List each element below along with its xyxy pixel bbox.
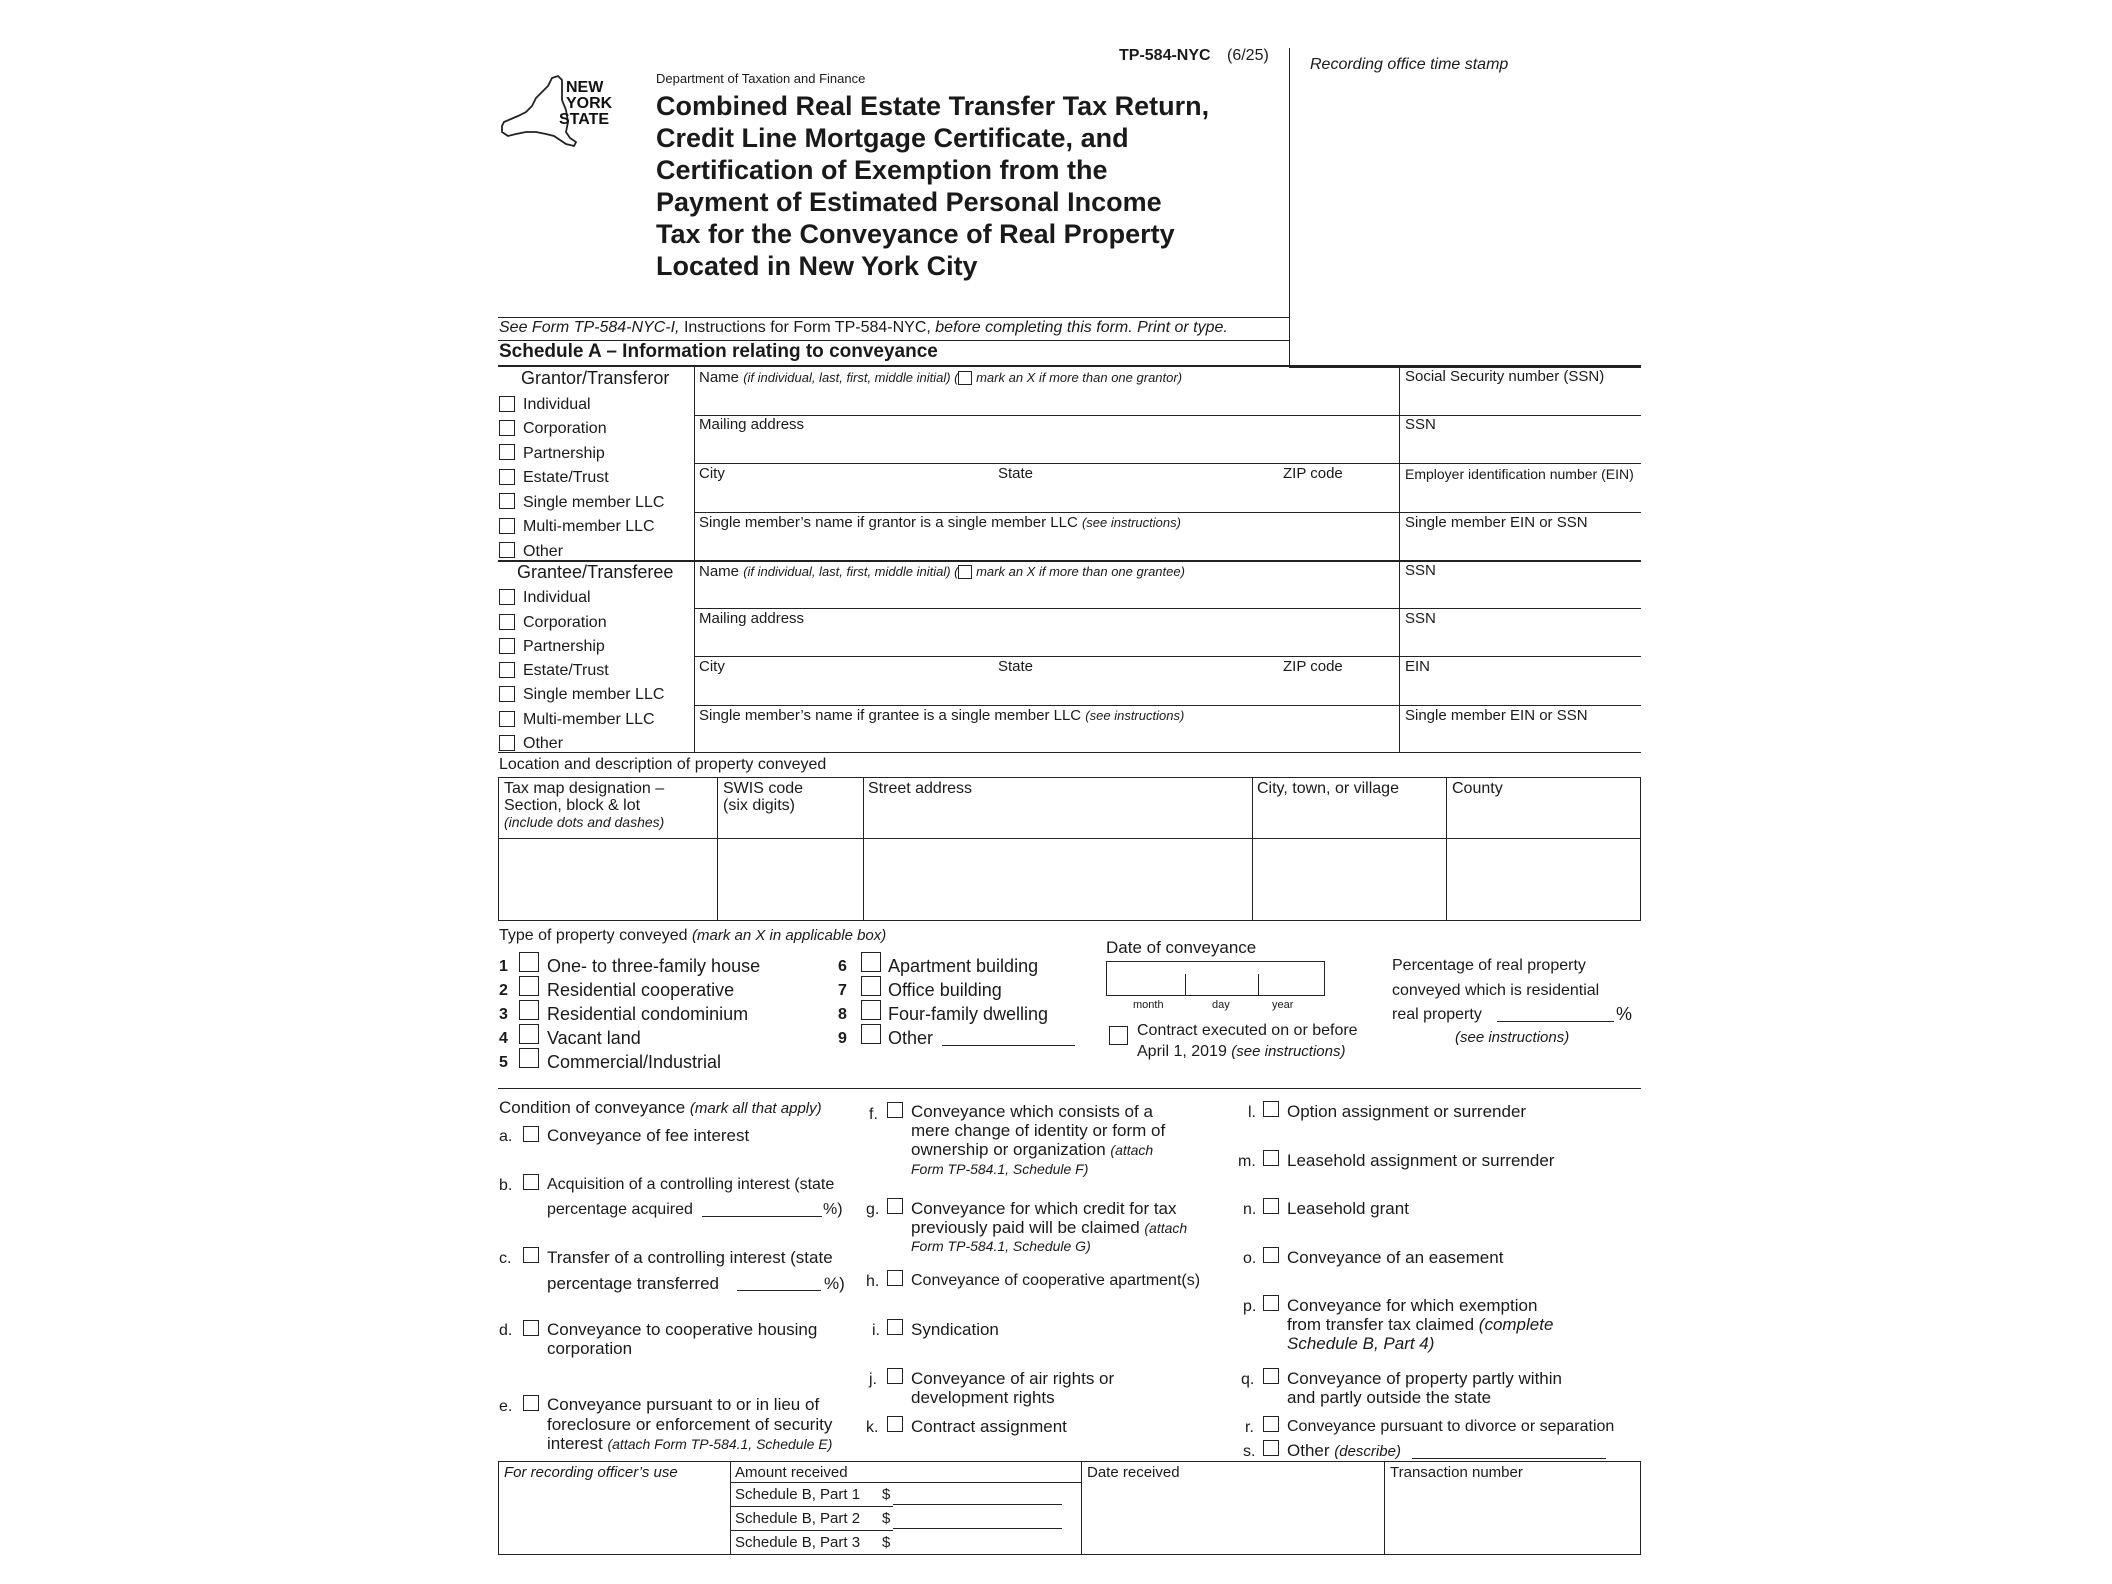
grantor-ein-field[interactable] [1401,481,1639,511]
condition-letter: j. [869,1371,877,1388]
schedule-b-part-label: Schedule B, Part 1 [735,1486,861,1503]
grantee-multi-llc-checkbox[interactable] [499,711,515,727]
condition-letter: c. [499,1250,512,1267]
condition-letter: f. [869,1106,878,1123]
property-type-number: 3 [499,1006,508,1023]
grantee-llc-name-field[interactable] [696,723,1397,751]
percentage-label: real property [1392,1006,1482,1023]
condition-label: Conveyance which consists of a [911,1102,1153,1121]
grantor-llc-ein-field[interactable] [1401,530,1639,560]
condition-label: percentage transferred [547,1274,719,1293]
grantor-corporation-checkbox[interactable] [499,420,515,436]
grantee-mailing-label: Mailing address [699,610,805,627]
condition-q-checkbox[interactable] [1263,1368,1279,1384]
condition-label: Conveyance to cooperative housing [547,1320,818,1339]
tax-map-header: Tax map designation – Section, block & lot (include dots and dashes) [504,780,665,830]
grantee-city-state-zip-field[interactable] [696,674,1397,702]
percentage-acquired-field[interactable] [702,1216,822,1217]
grantor-single-llc-checkbox[interactable] [499,493,515,509]
dollar-sign: $ [882,1534,891,1551]
property-type-6-checkbox[interactable] [861,952,881,972]
county-header: County [1452,780,1503,797]
transaction-number-label: Transaction number [1390,1464,1523,1481]
grantee-ssn2-label: SSN [1405,610,1436,627]
grantee-type-label: Single member LLC [523,686,665,703]
condition-label: Conveyance of cooperative apartment(s) [911,1272,1201,1289]
grantor-city-label: City [699,465,725,482]
grantee-llc-ein-label: Single member EIN or SSN [1405,707,1588,724]
condition-letter: s. [1243,1443,1256,1460]
percentage-label: conveyed which is residential [1392,982,1600,999]
condition-i-checkbox[interactable] [887,1319,903,1335]
condition-letter: h. [866,1273,880,1290]
condition-label: Contract assignment [911,1417,1067,1436]
property-type-label: Other [888,1028,934,1048]
property-type-label: Residential cooperative [547,980,735,1000]
grantee-single-llc-checkbox[interactable] [499,686,515,702]
title-line: Located in New York City [656,251,978,281]
condition-label: foreclosure or enforcement of security [547,1415,833,1434]
condition-n-checkbox[interactable] [1263,1198,1279,1214]
grantee-other-checkbox[interactable] [499,735,515,751]
property-type-4-checkbox[interactable] [519,1024,539,1044]
property-type-number: 1 [499,958,508,975]
date-heading: Date of conveyance [1106,938,1257,957]
condition-label: percentage acquired [547,1201,693,1218]
grantor-type-label: Single member LLC [523,494,665,511]
grantor-type-label: Multi-member LLC [523,518,655,535]
property-type-number: 2 [499,982,508,999]
grantee-ein-label: EIN [1405,658,1431,675]
percentage-field[interactable] [1497,1021,1614,1022]
grantor-llc-ein-label: Single member EIN or SSN [1405,514,1588,531]
grantee-state-label: State [998,658,1034,675]
grantee-zip-label: ZIP code [1283,658,1343,675]
grantor-other-checkbox[interactable] [499,542,515,558]
grantee-type-label: Partnership [523,638,605,655]
property-type-label: One- to three-family house [547,956,761,976]
condition-label: Acquisition of a controlling interest (state [547,1176,835,1193]
title-line: Payment of Estimated Personal Income [656,187,1162,217]
condition-f-checkbox[interactable] [887,1102,903,1118]
condition-label: development rights [911,1388,1055,1407]
condition-letter: m. [1238,1153,1256,1170]
recording-officer-label: For recording officer’s use [504,1464,678,1481]
form-revision: (6/25) [1227,47,1269,64]
grantee-ssn2-field[interactable] [1401,626,1639,654]
more-than-one-grantor-checkbox[interactable] [958,371,972,385]
grantee-partnership-checkbox[interactable] [499,638,515,654]
city-field[interactable] [1254,840,1445,920]
condition-e-checkbox[interactable] [523,1395,539,1411]
grantee-name-field[interactable] [696,578,1397,606]
condition-label: Conveyance of an easement [1287,1248,1504,1267]
grantee-type-label: Estate/Trust [523,662,609,679]
grantor-multi-llc-checkbox[interactable] [499,518,515,534]
swis-header: SWIS code (six digits) [723,780,804,814]
title-line: Combined Real Estate Transfer Tax Return, [656,91,1210,121]
property-type-heading: Type of property conveyed (mark an X in applicable box) [499,927,887,944]
date-received-field[interactable] [1083,1482,1382,1553]
contract-executed-checkbox[interactable] [1109,1026,1128,1045]
condition-letter: d. [499,1322,513,1339]
property-type-number: 7 [838,982,847,999]
condition-label: Conveyance for which credit for tax [911,1199,1177,1218]
grantee-type-label: Other [523,735,564,752]
condition-label: Conveyance of fee interest [547,1126,750,1145]
schedule-a-title: Schedule A – Information relating to conveyance [499,341,938,362]
condition-s-checkbox[interactable] [1263,1440,1279,1456]
more-than-one-grantee-checkbox[interactable] [958,565,972,579]
grantor-ein-label: Employer identification number (EIN) [1405,466,1634,482]
property-type-label: Office building [888,980,1002,1000]
grantee-type-label: Multi-member LLC [523,711,655,728]
street-header: Street address [868,780,973,797]
grantee-ssn-label: SSN [1405,562,1436,579]
condition-label: Syndication [911,1320,999,1339]
condition-label: Conveyance pursuant to divorce or separation [1287,1418,1615,1435]
grantee-individual-checkbox[interactable] [499,589,515,605]
grantor-name-label: Name (if individual, last, first, middle initial) ( mark an X if more than one grantor) [699,369,1183,386]
grantor-mailing-field[interactable] [696,432,1397,462]
grantor-heading: Grantor/Transferor [521,368,670,388]
grantor-individual-checkbox[interactable] [499,396,515,412]
grantor-ssn-label: Social Security number (SSN) [1405,368,1605,385]
property-type-label: Four-family dwelling [888,1004,1049,1024]
grantor-llc-label: Single member’s name if grantor is a single member LLC (see instructions) [699,514,1181,531]
condition-label: Leasehold grant [1287,1199,1409,1218]
property-type-label: Residential condominium [547,1004,749,1024]
swis-code-field[interactable] [719,840,862,920]
property-type-3-checkbox[interactable] [519,1000,539,1020]
grantor-llc-name-field[interactable] [696,530,1397,560]
condition-label: Leasehold assignment or surrender [1287,1151,1555,1170]
grantor-type-label: Individual [523,396,591,413]
grantee-ein-field[interactable] [1401,674,1639,702]
condition-label: Form TP-584.1, Schedule G) [911,1238,1091,1254]
year-label: year [1272,999,1294,1011]
property-type-1-checkbox[interactable] [519,952,539,972]
condition-k-checkbox[interactable] [887,1416,903,1432]
condition-letter: a. [499,1128,513,1145]
new-york-state-logo [496,70,626,150]
grantee-llc-ein-field[interactable] [1401,723,1639,751]
grantee-heading: Grantee/Transferee [517,562,674,582]
schedule-b-part-label: Schedule B, Part 3 [735,1534,861,1551]
contract-executed-label: Contract executed on or before [1137,1022,1358,1039]
part2-amount-field[interactable] [893,1528,1062,1529]
condition-b-checkbox[interactable] [523,1174,539,1190]
county-field[interactable] [1448,840,1640,920]
grantee-estate-trust-checkbox[interactable] [499,662,515,678]
property-type-number: 5 [499,1054,508,1071]
property-type-5-checkbox[interactable] [519,1048,539,1068]
condition-a-checkbox[interactable] [523,1126,539,1142]
grantor-state-label: State [998,465,1034,482]
grantor-ssn2-field[interactable] [1401,432,1639,462]
condition-label: Option assignment or surrender [1287,1102,1527,1121]
grantee-type-label: Corporation [523,614,607,631]
condition-g-checkbox[interactable] [887,1198,903,1214]
svg-text:STATE: STATE [559,111,610,128]
contract-date-label: April 1, 2019 (see instructions) [1137,1043,1346,1060]
schedule-b-part-label: Schedule B, Part 2 [735,1510,861,1527]
condition-label: Conveyance for which exemption [1287,1296,1538,1315]
condition-letter: e. [499,1398,513,1415]
property-type-9-checkbox[interactable] [861,1024,881,1044]
condition-label: from transfer tax claimed (complete [1287,1315,1554,1334]
grantor-type-label: Other [523,543,564,560]
condition-label: Conveyance of property partly within [1287,1369,1562,1388]
grantee-city-label: City [699,658,725,675]
grantor-type-label: Corporation [523,420,607,437]
grantor-ssn-field[interactable] [1401,384,1639,414]
instructions-note: See Form TP-584-NYC-I, Instructions for Form TP-584-NYC, before completing this form. Print or type. [499,319,1228,336]
condition-label: Conveyance of air rights or [911,1369,1115,1388]
date-received-label: Date received [1087,1464,1180,1481]
property-type-label: Vacant land [547,1028,641,1048]
condition-other-field[interactable] [1412,1458,1606,1459]
condition-j-checkbox[interactable] [887,1368,903,1384]
grantee-corporation-checkbox[interactable] [499,614,515,630]
svg-text:YORK: YORK [566,95,613,112]
form-id: TP-584-NYC [1119,47,1211,64]
title-line: Certification of Exemption from the [656,155,1108,185]
dollar-sign: $ [882,1510,891,1527]
condition-label: mere change of identity or form of [911,1121,1166,1140]
property-type-other-field[interactable] [942,1045,1075,1046]
condition-letter: g. [866,1201,880,1218]
condition-label: interest (attach Form TP-584.1, Schedule E) [547,1434,833,1453]
condition-label: Transfer of a controlling interest (state [547,1248,833,1267]
percent-sign: % [1616,1004,1633,1024]
grantor-name-field[interactable] [696,384,1397,414]
transaction-number-field[interactable] [1386,1482,1639,1553]
grantee-name-label: Name (if individual, last, first, middle initial) ( mark an X if more than one grantee) [699,563,1185,580]
condition-letter: p. [1243,1298,1257,1315]
grantor-ssn2-label: SSN [1405,416,1436,433]
condition-letter: n. [1243,1201,1257,1218]
percentage-label: Percentage of real property [1392,957,1586,974]
stamp-label: Recording office time stamp [1310,56,1509,73]
property-type-number: 8 [838,1006,847,1023]
condition-o-checkbox[interactable] [1263,1247,1279,1263]
amount-received-label: Amount received [735,1464,848,1481]
grantee-ssn-field[interactable] [1401,578,1639,606]
grantee-type-label: Individual [523,589,591,606]
condition-letter: b. [499,1177,513,1194]
condition-l-checkbox[interactable] [1263,1101,1279,1117]
grantee-mailing-field[interactable] [696,626,1397,654]
condition-letter: l. [1248,1104,1256,1121]
condition-label: Other (describe) [1287,1441,1401,1460]
property-type-label: Apartment building [888,956,1039,976]
property-type-8-checkbox[interactable] [861,1000,881,1020]
month-label: month [1133,999,1164,1011]
condition-label: Form TP-584.1, Schedule F) [911,1161,1089,1177]
condition-label: %) [823,1201,843,1218]
location-heading: Location and description of property conveyed [499,756,827,773]
grantor-city-state-zip-field[interactable] [696,481,1397,511]
property-type-number: 9 [838,1030,847,1047]
grantor-zip-label: ZIP code [1283,465,1343,482]
property-type-label: Commercial/Industrial [547,1052,722,1072]
property-type-number: 4 [499,1030,508,1047]
condition-r-checkbox[interactable] [1263,1416,1279,1432]
grantor-partnership-checkbox[interactable] [499,444,515,460]
condition-letter: i. [872,1322,880,1339]
department-name: Department of Taxation and Finance [656,71,866,86]
condition-label: Conveyance pursuant to or in lieu of [547,1395,820,1414]
property-type-number: 6 [838,958,847,975]
condition-c-checkbox[interactable] [523,1247,539,1263]
city-header: City, town, or village [1257,780,1399,797]
condition-label: previously paid will be claimed (attach [911,1218,1188,1237]
condition-label: %) [824,1274,845,1293]
condition-letter: o. [1243,1250,1257,1267]
condition-h-checkbox[interactable] [887,1270,903,1286]
form-title [656,90,1209,282]
property-type-2-checkbox[interactable] [519,976,539,996]
date-input[interactable] [1106,961,1325,996]
dollar-sign: $ [882,1486,891,1503]
condition-heading: Condition of conveyance (mark all that apply) [499,1098,822,1117]
condition-letter: q. [1241,1371,1255,1388]
part1-amount-field[interactable] [893,1504,1062,1505]
condition-label: Schedule B, Part 4) [1287,1334,1435,1353]
condition-label: ownership or organization (attach [911,1140,1154,1159]
condition-label: and partly outside the state [1287,1388,1492,1407]
tax-map-field[interactable] [500,840,716,920]
grantor-type-label: Partnership [523,445,605,462]
day-label: day [1212,999,1230,1011]
condition-letter: k. [866,1419,879,1436]
street-address-field[interactable] [865,840,1251,920]
condition-p-checkbox[interactable] [1263,1295,1279,1311]
grantor-estate-trust-checkbox[interactable] [499,469,515,485]
svg-text:NEW: NEW [566,79,604,96]
title-line: Tax for the Conveyance of Real Property [656,219,1175,249]
property-type-7-checkbox[interactable] [861,976,881,996]
condition-label: corporation [547,1339,633,1358]
grantor-mailing-label: Mailing address [699,416,805,433]
condition-m-checkbox[interactable] [1263,1150,1279,1166]
percentage-transferred-field[interactable] [737,1290,821,1291]
condition-d-checkbox[interactable] [523,1320,539,1336]
title-line: Credit Line Mortgage Certificate, and [656,123,1129,153]
percentage-hint: (see instructions) [1455,1029,1570,1046]
grantee-llc-label: Single member’s name if grantee is a single member LLC (see instructions) [699,707,1185,724]
condition-letter: r. [1245,1419,1254,1436]
grantor-type-label: Estate/Trust [523,469,609,486]
